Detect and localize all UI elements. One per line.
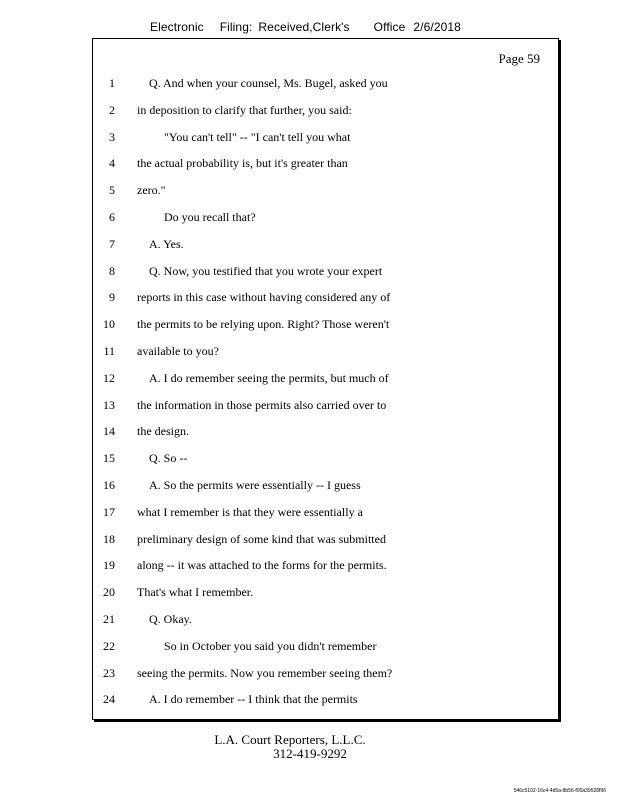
transcript-line <box>93 76 558 103</box>
transcript-line <box>93 130 558 157</box>
line-text: A. I do remember -- I think that the permits <box>149 692 358 707</box>
line-text: Do you recall that? <box>164 209 256 224</box>
transcript-lines <box>93 76 558 719</box>
line-number: 14 <box>103 424 115 439</box>
line-number: 5 <box>109 183 115 198</box>
transcript-line <box>93 371 558 398</box>
filing-header-word: Office <box>373 20 406 34</box>
transcript-line <box>93 612 558 639</box>
line-text: the actual probability is, but it's greater than <box>137 156 348 171</box>
transcript-line <box>93 398 558 425</box>
line-number: 16 <box>103 477 115 492</box>
filing-header <box>150 20 461 34</box>
transcript-line <box>93 183 558 210</box>
line-text: in deposition to clarify that further, you said: <box>137 102 352 117</box>
transcript-line <box>93 585 558 612</box>
line-number: 15 <box>103 451 115 466</box>
line-text: the design. <box>137 424 189 439</box>
line-number: 13 <box>103 397 115 412</box>
line-number: 10 <box>103 317 115 332</box>
line-number: 18 <box>103 531 115 546</box>
line-text: "You can't tell" -- "I can't tell you what <box>164 129 351 144</box>
document-id: 546c5102-16c4-4d5a-8b56-f00a39528f96 <box>513 788 606 794</box>
line-number: 1 <box>109 76 115 90</box>
transcript-line <box>93 103 558 130</box>
line-text: along -- it was attached to the forms for the permits. <box>137 558 387 573</box>
transcript-line <box>93 237 558 264</box>
line-number: 22 <box>103 638 115 653</box>
filing-header-word: Filing: <box>219 20 253 34</box>
transcript-line <box>93 478 558 505</box>
line-text: Q. And when your counsel, Ms. Bugel, asked you <box>149 76 388 90</box>
transcript-page <box>92 38 559 720</box>
line-text: A. So the permits were essentially -- I guess <box>149 477 361 492</box>
line-text: Q. Now, you testified that you wrote your expert <box>149 263 383 278</box>
line-number: 17 <box>103 504 115 519</box>
transcript-line <box>93 692 558 719</box>
line-number: 24 <box>103 692 115 707</box>
line-text: available to you? <box>137 343 219 358</box>
filing-header-word: Received,Clerk's <box>258 20 350 34</box>
transcript-line <box>93 666 558 693</box>
line-text: the information in those permits also carried over to <box>137 397 387 412</box>
transcript-line <box>93 558 558 585</box>
line-number: 7 <box>109 236 115 251</box>
court-reporter-name: L.A. Court Reporters, L.L.C. <box>214 732 366 747</box>
line-text: So in October you said you didn't remember <box>164 638 377 653</box>
line-number: 8 <box>109 263 115 278</box>
line-text: preliminary design of some kind that was submitted <box>137 531 386 546</box>
transcript-line <box>93 532 558 559</box>
line-number: 4 <box>109 156 115 171</box>
line-number: 21 <box>103 611 115 626</box>
transcript-line <box>93 505 558 532</box>
line-number: 2 <box>109 102 115 117</box>
filing-date: 2/6/2018 <box>413 20 461 34</box>
transcript-line <box>93 424 558 451</box>
line-text: Q. So -- <box>149 451 188 466</box>
line-text: seeing the permits. Now you remember seeing them? <box>137 665 393 680</box>
line-text: Q. Okay. <box>149 611 192 626</box>
line-text: the permits to be relying upon. Right? Those weren't <box>137 317 390 332</box>
line-number: 9 <box>109 290 115 305</box>
line-text: what I remember is that they were essentially a <box>137 504 363 519</box>
transcript-line <box>93 639 558 666</box>
line-text: reports in this case without having considered any of <box>137 290 391 305</box>
line-number: 19 <box>103 558 115 573</box>
transcript-line <box>93 210 558 237</box>
line-number: 12 <box>103 370 115 385</box>
line-text: That's what I remember. <box>137 585 254 600</box>
line-number: 20 <box>103 585 115 600</box>
transcript-line <box>93 451 558 478</box>
line-text: A. Yes. <box>149 236 184 251</box>
transcript-line <box>93 264 558 291</box>
transcript-line <box>93 344 558 371</box>
transcript-line <box>93 317 558 344</box>
filing-header-word: Electronic <box>150 20 204 34</box>
page-footer <box>0 733 580 761</box>
transcript-line <box>93 156 558 183</box>
line-number: 6 <box>109 209 115 224</box>
line-number: 23 <box>103 665 115 680</box>
line-text: A. I do remember seeing the permits, but much of <box>149 370 389 385</box>
line-text: zero." <box>137 183 166 198</box>
line-number: 11 <box>103 343 115 358</box>
court-reporter-phone: 312-419-9292 <box>273 746 347 761</box>
transcript-line <box>93 290 558 317</box>
page-number: Page 59 <box>498 51 540 66</box>
line-number: 3 <box>109 129 115 144</box>
